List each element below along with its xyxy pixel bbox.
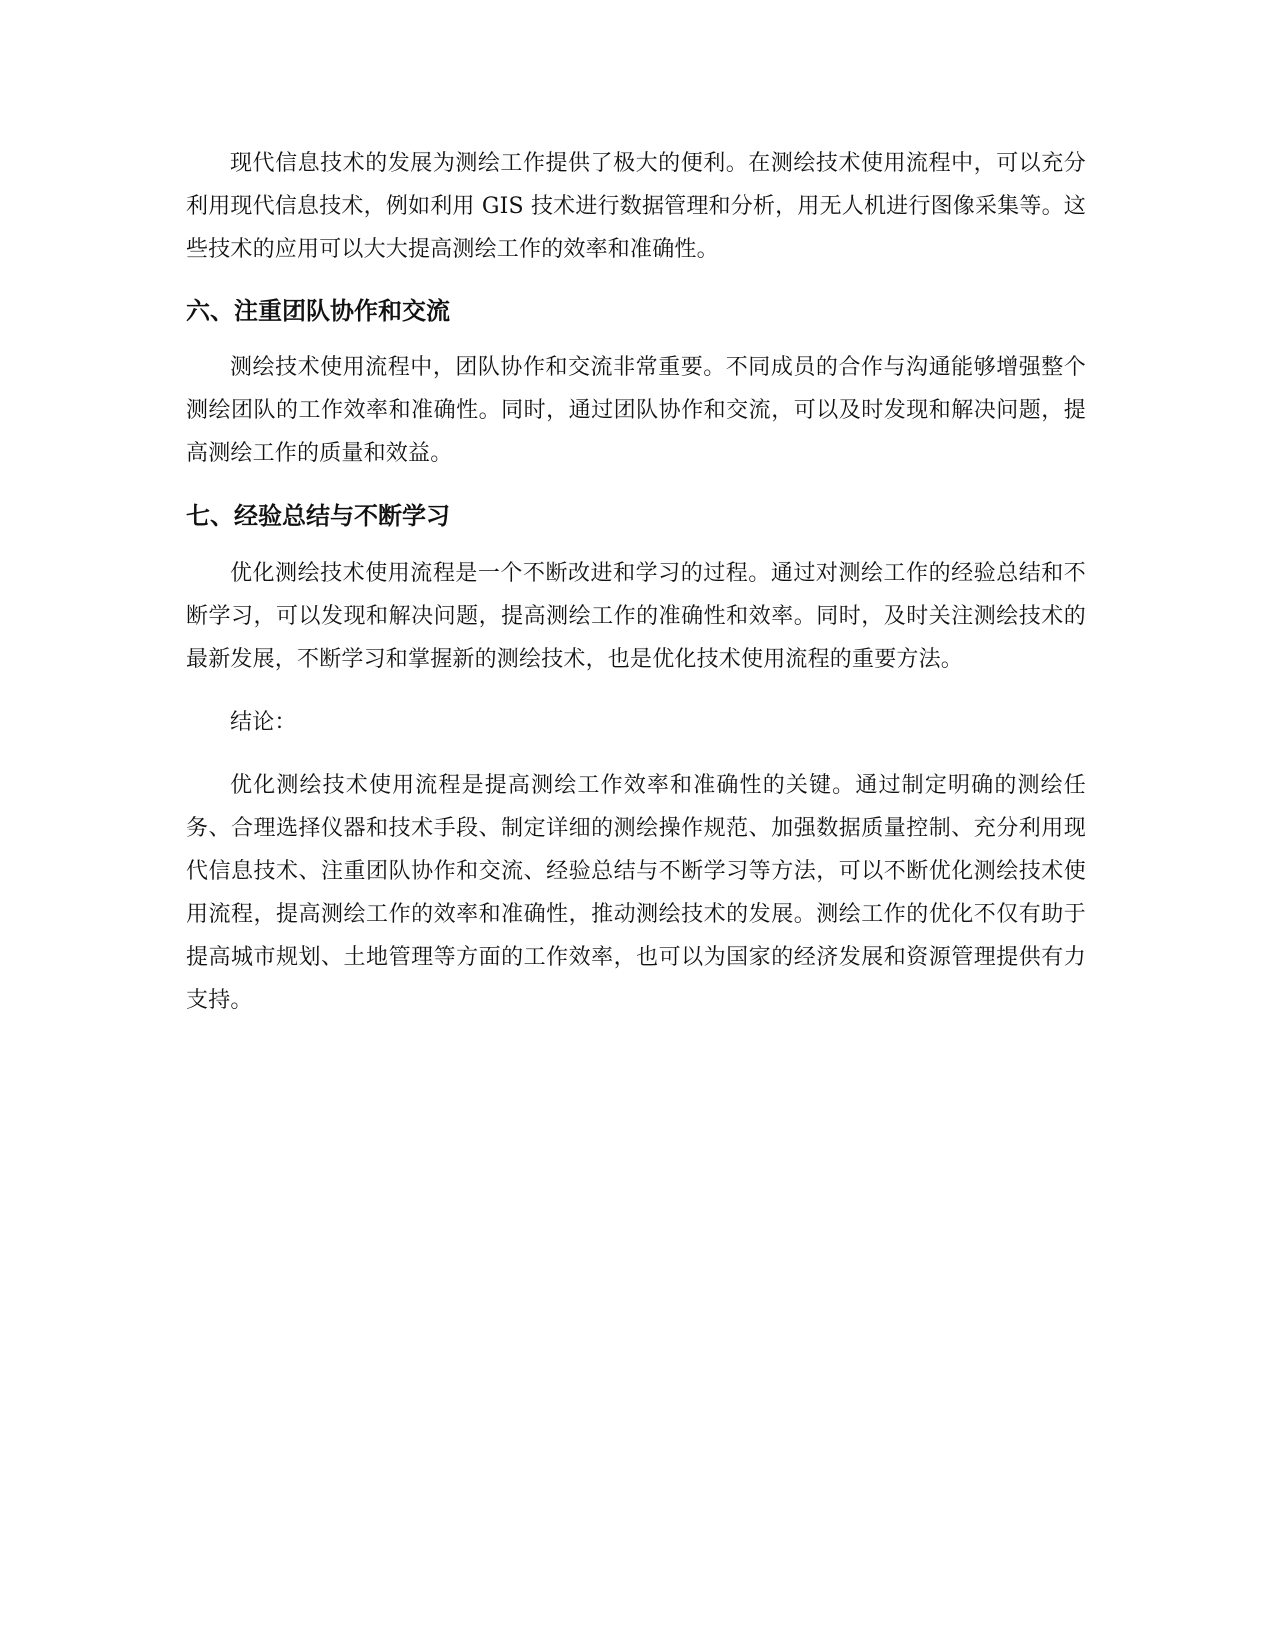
section-7-heading: 七、经验总结与不断学习	[186, 502, 450, 530]
conclusion-label: 结论：	[230, 710, 297, 735]
section-6-paragraph: 测绘技术使用流程中，团队协作和交流非常重要。不同成员的合作与沟通能够增强整个测绘团队的工作效率和准确性。同时，通过团队协作和交流，可以及时发现和解决问题，提高测绘工作的质量和效益。	[186, 355, 1086, 466]
section-7-paragraph: 优化测绘技术使用流程是一个不断改进和学习的过程。通过对测绘工作的经验总结和不断学习，可以发现和解决问题，提高测绘工作的准确性和效率。同时，及时关注测绘技术的最新发展，不断学习和掌握新的测绘技术，也是优化技术使用流程的重要方法。	[186, 561, 1086, 672]
conclusion-paragraph: 优化测绘技术使用流程是提高测绘工作效率和准确性的关键。通过制定明确的测绘任务、合理选择仪器和技术手段、制定详细的测绘操作规范、加强数据质量控制、充分利用现代信息技术、注重团队协作和交流、经验总结与不断学习等方法，可以不断优化测绘技术使用流程，提高测绘工作的效率和准确性，推动测绘技术的发展。测绘工作的优化不仅有助于提高城市规划、土地管理等方面的工作效率，也可以为国家的经济发展和资源管理提供有力支持。	[186, 773, 1086, 1013]
intro-paragraph: 现代信息技术的发展为测绘工作提供了极大的便利。在测绘技术使用流程中，可以充分利用现代信息技术，例如利用 GIS 技术进行数据管理和分析，用无人机进行图像采集等。这些技术的应用可以大大提高测绘工作的效率和准确性。	[186, 151, 1086, 262]
document-page	[186, 142, 1086, 1022]
section-6-heading: 六、注重团队协作和交流	[186, 297, 450, 325]
